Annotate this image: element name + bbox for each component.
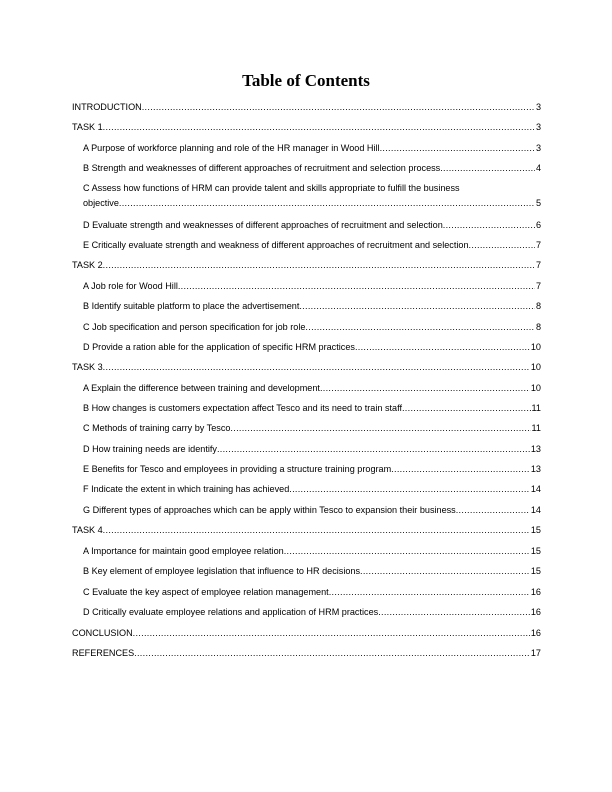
toc-entry-task-3[interactable] bbox=[72, 360, 541, 374]
leader-dots bbox=[119, 196, 535, 210]
toc-entry-label: C Methods of training carry by Tesco bbox=[83, 423, 231, 433]
toc-entry-4a[interactable] bbox=[83, 544, 541, 558]
toc-page-number: 8 bbox=[535, 322, 541, 332]
toc-page-number: 3 bbox=[535, 122, 541, 132]
toc-entry-3b[interactable] bbox=[83, 401, 541, 415]
toc-page-number: 13 bbox=[530, 464, 541, 474]
toc-page-number: 5 bbox=[535, 198, 541, 208]
leader-dots bbox=[320, 381, 530, 395]
toc-entry-task-4[interactable] bbox=[72, 523, 541, 537]
toc-entry-label: C Assess how functions of HRM can provide talent and skills appropriate to fulfill the business bbox=[83, 183, 460, 193]
toc-entry-task-1[interactable] bbox=[72, 120, 541, 134]
toc-entry-3e[interactable] bbox=[83, 462, 541, 476]
toc-entry-conclusion[interactable] bbox=[72, 626, 541, 640]
toc-entry-label: E Critically evaluate strength and weakness of different approaches of recruitment and selection bbox=[83, 240, 469, 250]
toc-page-number: 14 bbox=[530, 484, 541, 494]
toc-entry-2b[interactable] bbox=[83, 299, 541, 313]
toc-page-number: 14 bbox=[530, 505, 541, 515]
leader-dots bbox=[360, 564, 530, 578]
leader-dots bbox=[142, 100, 535, 114]
toc-entry-label: A Importance for maintain good employee relation bbox=[83, 546, 284, 556]
leader-dots bbox=[289, 482, 530, 496]
toc-page-number: 15 bbox=[530, 566, 541, 576]
toc-page-number: 7 bbox=[535, 260, 541, 270]
toc-entry-label-cont: objective bbox=[83, 198, 119, 208]
leader-dots bbox=[103, 120, 535, 134]
toc-entry-1c[interactable] bbox=[83, 181, 541, 210]
leader-dots bbox=[103, 258, 535, 272]
leader-dots bbox=[402, 401, 531, 415]
toc-entry-label: D Evaluate strength and weaknesses of different approaches of recruitment and selection bbox=[83, 220, 443, 230]
toc-entry-1d[interactable] bbox=[83, 218, 541, 232]
toc-entry-label: C Evaluate the key aspect of employee relation management bbox=[83, 587, 329, 597]
toc-entry-4d[interactable] bbox=[83, 605, 541, 619]
leader-dots bbox=[443, 218, 535, 232]
toc-page-number: 6 bbox=[535, 220, 541, 230]
leader-dots bbox=[103, 523, 530, 537]
leader-dots bbox=[217, 442, 530, 456]
toc-page-number: 16 bbox=[530, 628, 541, 638]
toc-entry-label: TASK 2 bbox=[72, 260, 103, 270]
leader-dots bbox=[230, 421, 530, 435]
toc-page-number: 7 bbox=[535, 240, 541, 250]
toc-page-number: 10 bbox=[530, 362, 541, 372]
toc-entry-label: D Critically evaluate employee relations and application of HRM practices bbox=[83, 607, 379, 617]
toc-entry-label: TASK 1 bbox=[72, 122, 103, 132]
leader-dots bbox=[178, 279, 535, 293]
leader-dots bbox=[305, 320, 535, 334]
toc-entry-3g[interactable] bbox=[83, 503, 541, 517]
toc-page-number: 3 bbox=[535, 143, 541, 153]
leader-dots bbox=[134, 646, 530, 660]
leader-dots bbox=[355, 340, 530, 354]
toc-entry-label: F Indicate the extent in which training has achieved bbox=[83, 484, 290, 494]
toc-entry-2a[interactable] bbox=[83, 279, 541, 293]
toc-page-number: 15 bbox=[530, 525, 541, 535]
toc-entry-label: B Identify suitable platform to place the advertisement bbox=[83, 301, 300, 311]
page-title: Table of Contents bbox=[242, 71, 370, 90]
toc-page-number: 4 bbox=[535, 163, 541, 173]
toc-entry-label: A Explain the difference between training and development bbox=[83, 383, 320, 393]
toc-entry-1a[interactable] bbox=[83, 141, 541, 155]
leader-dots bbox=[299, 299, 535, 313]
toc-entry-label: B Key element of employee legislation that influence to HR decisions bbox=[83, 566, 361, 576]
toc-entry-label: D How training needs are identify bbox=[83, 444, 217, 454]
toc-entry-1b[interactable] bbox=[83, 161, 541, 175]
leader-dots bbox=[440, 161, 535, 175]
toc-page-number: 16 bbox=[530, 607, 541, 617]
toc-entry-3c[interactable] bbox=[83, 421, 541, 435]
toc-entry-label: INTRODUCTION bbox=[72, 102, 142, 112]
toc-entry-label: D Provide a ration able for the application of specific HRM practices bbox=[83, 342, 355, 352]
toc-entry-3d[interactable] bbox=[83, 442, 541, 456]
toc-entry-label: TASK 3 bbox=[72, 362, 103, 372]
toc-entry-4b[interactable] bbox=[83, 564, 541, 578]
leader-dots bbox=[380, 141, 535, 155]
leader-dots bbox=[469, 238, 535, 252]
toc-entry-references[interactable] bbox=[72, 646, 541, 660]
toc-entry-label: B How changes is customers expectation affect Tesco and its need to train staff bbox=[83, 403, 402, 413]
toc-page-number: 13 bbox=[530, 444, 541, 454]
toc-entry-label: A Purpose of workforce planning and role of the HR manager in Wood Hill bbox=[83, 143, 380, 153]
toc-page-number: 11 bbox=[531, 403, 541, 413]
leader-dots bbox=[456, 503, 530, 517]
toc-entry-label: CONCLUSION bbox=[72, 628, 133, 638]
toc-entry-label: TASK 4 bbox=[72, 525, 103, 535]
toc-page-number: 16 bbox=[530, 587, 541, 597]
toc-page-number: 10 bbox=[530, 342, 541, 352]
leader-dots bbox=[103, 360, 530, 374]
toc-page-number: 15 bbox=[530, 546, 541, 556]
toc-entry-3f[interactable] bbox=[83, 482, 541, 496]
toc-entry-label: REFERENCES bbox=[72, 648, 135, 658]
leader-dots bbox=[329, 585, 530, 599]
toc-entry-2d[interactable] bbox=[83, 340, 541, 354]
leader-dots bbox=[378, 605, 530, 619]
toc-entry-introduction[interactable] bbox=[72, 100, 541, 114]
leader-dots bbox=[284, 544, 530, 558]
toc-page-number: 11 bbox=[531, 423, 541, 433]
toc-entry-1e[interactable] bbox=[83, 238, 541, 252]
toc-entry-4c[interactable] bbox=[83, 585, 541, 599]
toc-page-number: 7 bbox=[535, 281, 541, 291]
toc-page-number: 10 bbox=[530, 383, 541, 393]
toc-entry-label: A Job role for Wood Hill bbox=[83, 281, 178, 291]
leader-dots bbox=[133, 626, 530, 640]
toc-page-number: 3 bbox=[535, 102, 541, 112]
leader-dots bbox=[391, 462, 530, 476]
toc-entry-label: B Strength and weaknesses of different approaches of recruitment and selection process bbox=[83, 163, 441, 173]
toc-page-number: 17 bbox=[530, 648, 541, 658]
toc-page-number: 8 bbox=[535, 301, 541, 311]
toc-entry-label: E Benefits for Tesco and employees in providing a structure training program bbox=[83, 464, 392, 474]
toc-entry-2c[interactable] bbox=[83, 320, 541, 334]
toc-entry-3a[interactable] bbox=[83, 381, 541, 395]
toc-entry-label: C Job specification and person specification for job role bbox=[83, 322, 306, 332]
toc-entry-task-2[interactable] bbox=[72, 258, 541, 272]
toc-entry-label: G Different types of approaches which can be apply within Tesco to expansion their business bbox=[83, 505, 456, 515]
